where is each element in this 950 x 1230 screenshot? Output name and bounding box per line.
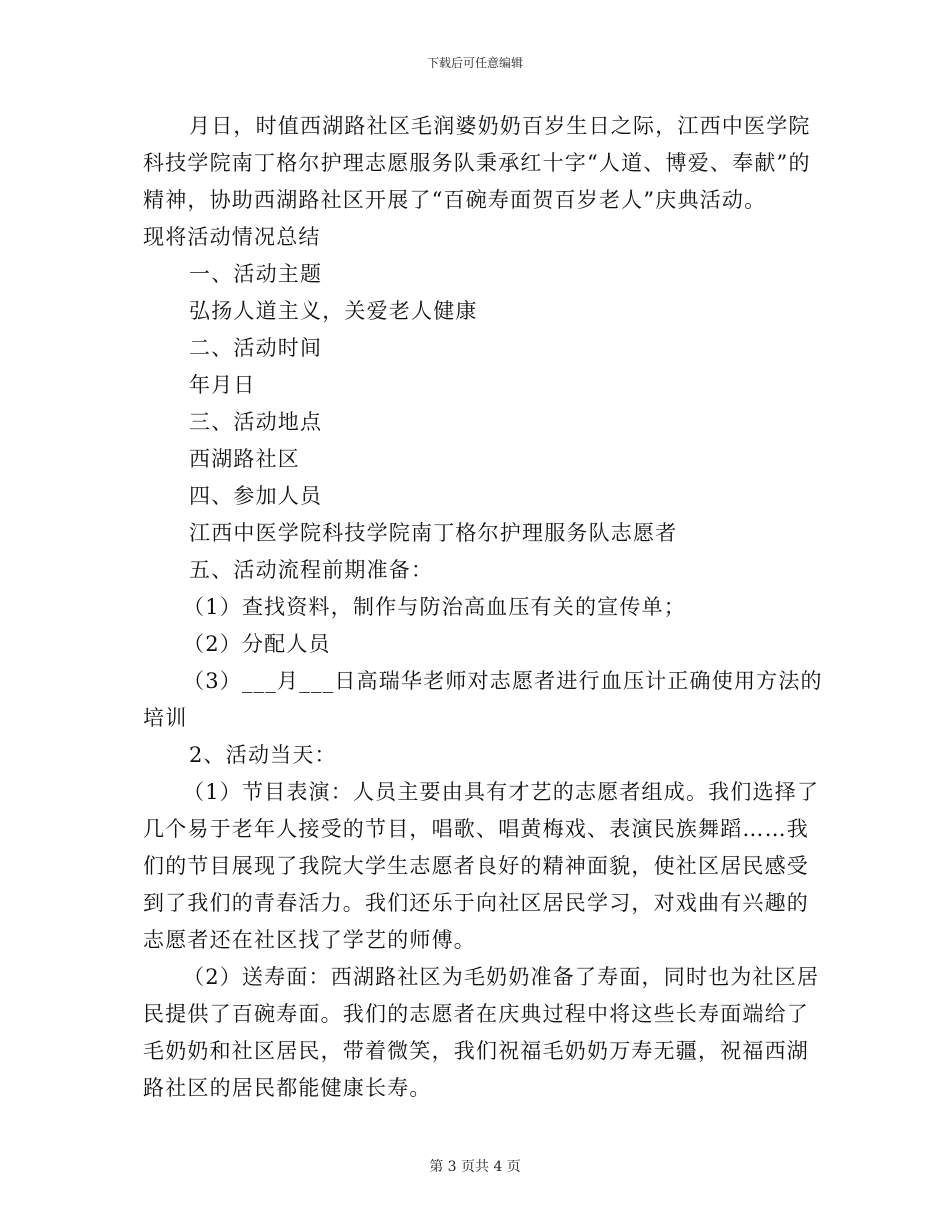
- page-header: 下载后可任意编辑: [426, 56, 523, 70]
- document-body: [143, 108, 823, 1107]
- time-text: 年月日: [189, 373, 256, 397]
- section-heading-time: 二、活动时间: [189, 336, 323, 360]
- theme-text: 弘扬人道主义，关爱老人健康: [189, 299, 478, 323]
- prep-item-1: （1）查找资料，制作与防治高血压有关的宣传单；: [183, 595, 686, 619]
- summary-line: 现将活动情况总结: [143, 225, 321, 249]
- day-item-2: （2）送寿面：西湖路社区为毛奶奶准备了寿面，同时也为社区居民提供了百碗寿面。我们的志愿者在庆典过程中将这些长寿面端给了毛奶奶和社区居民，带着微笑，我们祝福毛奶奶万寿无疆，祝福西湖路社区的居民都能健康长寿。: [143, 965, 820, 1100]
- location-text: 西湖路社区: [189, 447, 300, 471]
- section-heading-participants: 四、参加人员: [189, 484, 323, 508]
- prep-item-3: （3）___月___日高瑞华老师对志愿者进行血压计正确使用方法的培训: [143, 669, 823, 730]
- section-heading-theme: 一、活动主题: [189, 262, 323, 286]
- participants-text: 江西中医学院科技学院南丁格尔护理服务队志愿者: [189, 521, 678, 545]
- intro-paragraph: 月日，时值西湖路社区毛润婆奶奶百岁生日之际，江西中医学院科技学院南丁格尔护理志愿服务队秉承红十字“人道、博爱、奉献”的精神，协助西湖路社区开展了“百碗寿面贺百岁老人”庆典活动。: [143, 114, 811, 212]
- prep-item-2: （2）分配人员: [183, 632, 331, 656]
- page-footer: 第 3 页共 4 页: [429, 1159, 521, 1175]
- day-item-1: （1）节目表演：人员主要由具有才艺的志愿者组成。我们选择了几个易于老年人接受的节目，唱歌、唱黄梅戏、表演民族舞蹈……我们的节目展现了我院大学生志愿者良好的精神面貌，使社区居民感受到了我们的青春活力。我们还乐于向社区居民学习，对戏曲有兴趣的志愿者还在社区找了学艺的师傅。: [143, 780, 820, 952]
- section-heading-day: 2、活动当天：: [189, 743, 337, 767]
- section-heading-process: 五、活动流程前期准备：: [189, 558, 434, 582]
- section-heading-location: 三、活动地点: [189, 410, 323, 434]
